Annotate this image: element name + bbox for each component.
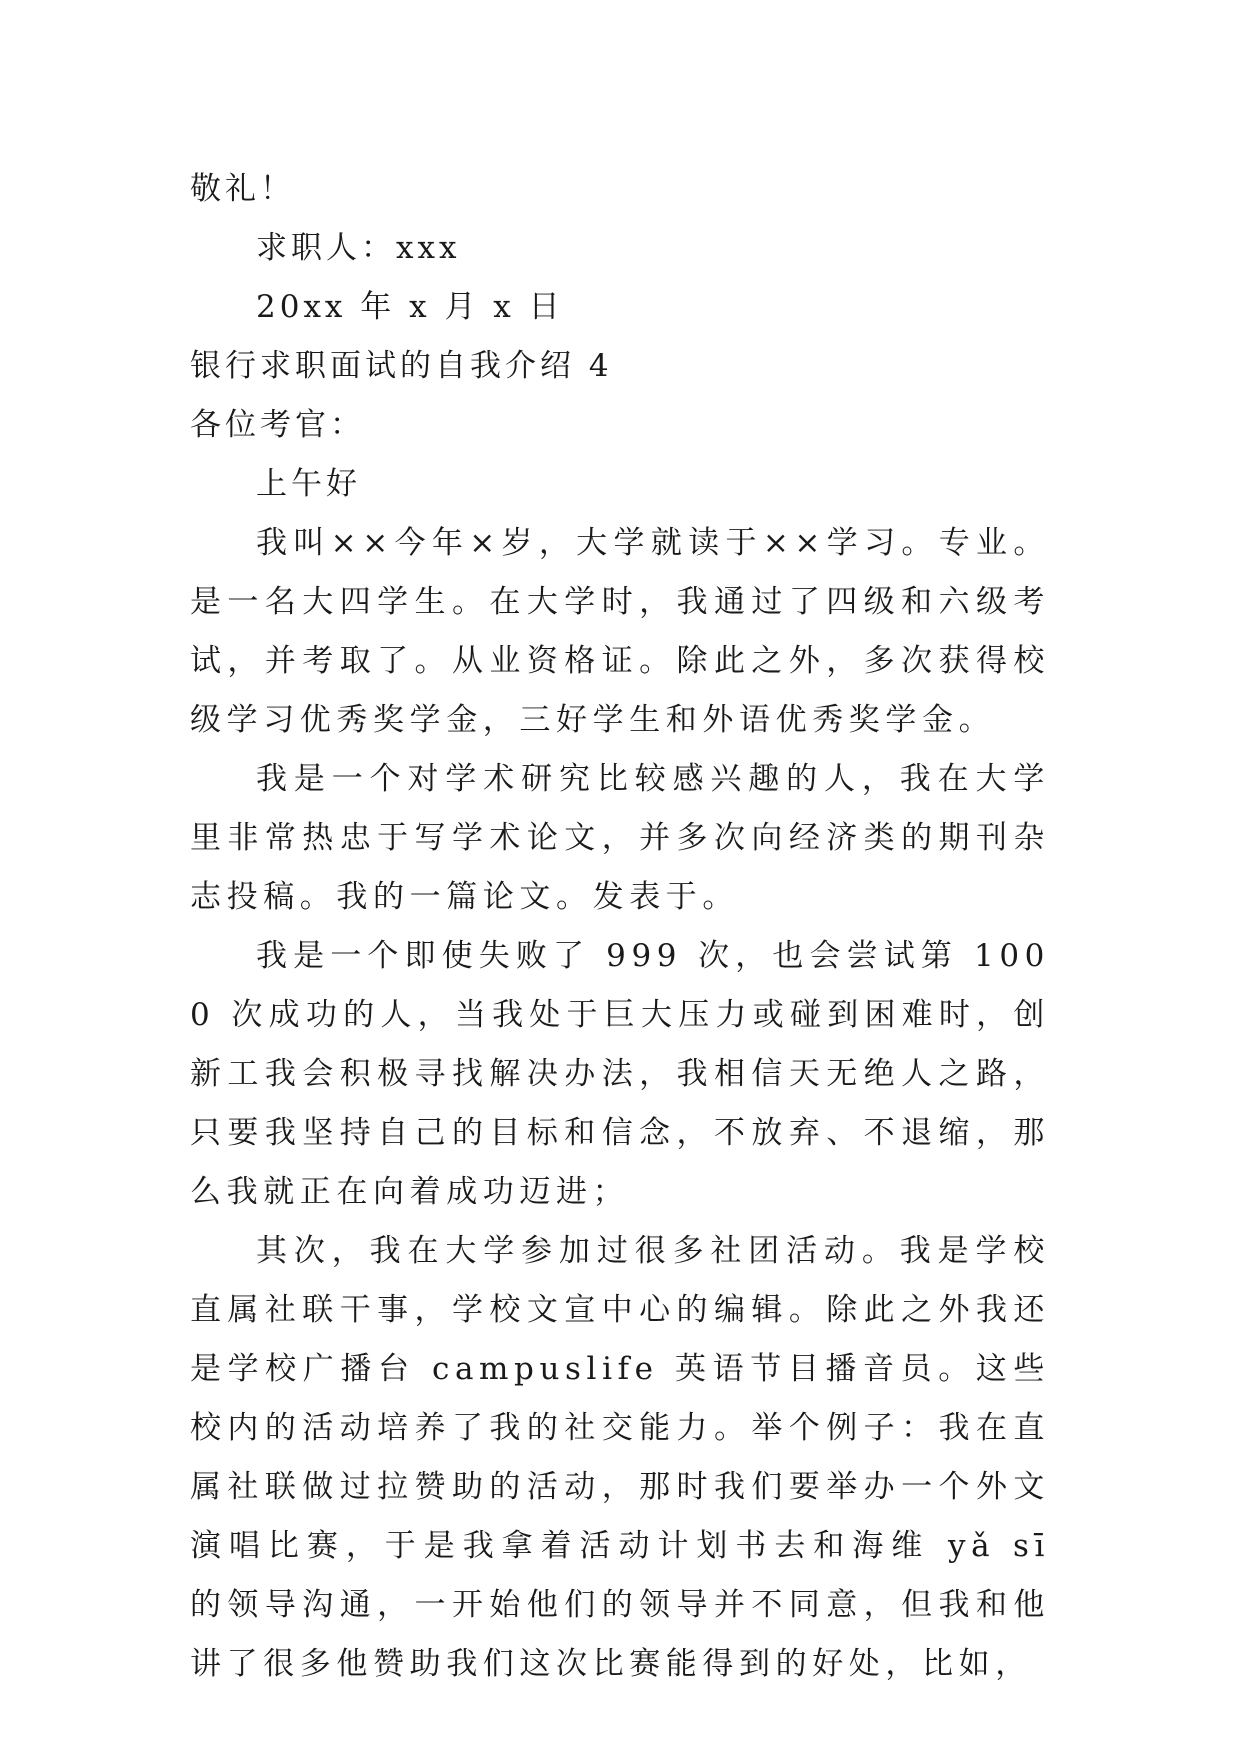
signature-date: 20xx 年 x 月 x 日: [256, 289, 564, 325]
section-title: 银行求职面试的自我介绍 4: [190, 348, 613, 384]
greeting: 上午好: [256, 466, 361, 502]
applicant-signature: 求职人：xxx: [256, 230, 461, 266]
paragraph-research: 我是一个对学术研究比较感兴趣的人，我在大学里非常热忠于写学术论文，并多次向经济类的期刊杂志投稿。我的一篇论文。发表于。: [190, 761, 1050, 915]
document-page: [190, 160, 1050, 1694]
salutation: 各位考官：: [190, 407, 365, 443]
paragraph-perseverance: 我是一个即使失败了 999 次，也会尝试第 1000 次成功的人，当我处于巨大压力或碰到困难时，创新工我会积极寻找解决办法，我相信天无绝人之路，只要我坚持自己的目标和信念，不放弃、不退缩，那么我就正在向着成功迈进；: [190, 938, 1050, 1210]
paragraph-intro: 我叫××今年×岁，大学就读于××学习。专业。是一名大四学生。在大学时，我通过了四级和六级考试，并考取了。从业资格证。除此之外，多次获得校级学习优秀奖学金，三好学生和外语优秀奖学金。: [190, 525, 1050, 738]
paragraph-activities: 其次，我在大学参加过很多社团活动。我是学校直属社联干事，学校文宣中心的编辑。除此之外我还是学校广播台 campuslife 英语节目播音员。这些校内的活动培养了我的社交能力。举个例子：我在直属社联做过拉赞助的活动，那时我们要举办一个外文演唱比赛，于是我拿着活动计划书去和海维 yǎ sī 的领导沟通，一开始他们的领导并不同意，但我和他讲了很多他赞助我们这次比赛能得到的好处，比如，: [190, 1233, 1050, 1682]
closing-line: 敬礼！: [190, 171, 295, 207]
